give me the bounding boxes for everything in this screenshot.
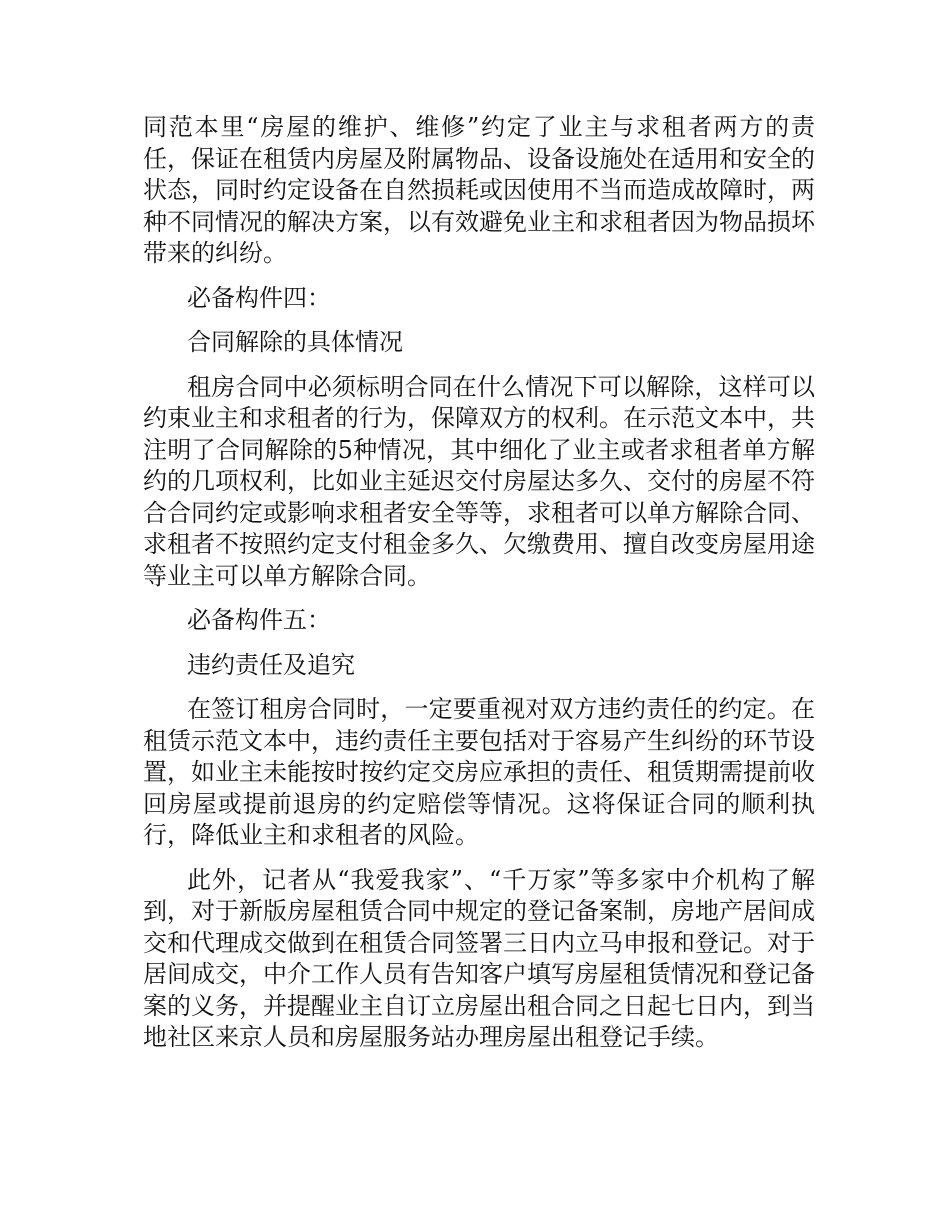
heading-component-five: 必备构件五： <box>187 606 331 634</box>
paragraph-maintenance-responsibility: 同范本里“房屋的维护、维修”约定了业主与求租者两方的责任，保证在租赁内房屋及附属物品、设备设施处在适用和安全的状态，同时约定设备在自然损耗或因使用不当而造成故障时，两种不同情况的解决方案，以有效避免业主和求租者因为物品损坏带来的纠纷。 <box>143 113 815 267</box>
heading-breach-liability: 违约责任及追究 <box>187 650 355 679</box>
heading-contract-termination: 合同解除的具体情况 <box>187 328 403 356</box>
document-body <box>143 112 815 1067</box>
paragraph-breach-liability: 在签订租房合同时，一定要重视对双方违约责任的约定。在租赁示范文本中，违约责任主要包括对于容易产生纠纷的环节设置，如业主未能按时按约定交房应承担的责任、租赁期需提前收回房屋或提前退房的约定赔偿等情况。这将保证合同的顺利执行，降低业主和求租者的风险。 <box>143 695 815 849</box>
paragraph-contract-termination: 租房合同中必须标明合同在什么情况下可以解除，这样可以约束业主和求租者的行为，保障双方的权利。在示范文本中，共注明了合同解除的5种情况，其中细化了业主或者求租者单方解约的几项权利，比如业主延迟交付房屋达多久、交付的房屋不符合合同约定或影响求租者安全等等，求租者可以单方解除合同、求租者不按照约定支付租金多久、欠缴费用、擅自改变房屋用途等业主可以单方解除合同。 <box>143 372 815 590</box>
heading-component-four: 必备构件四： <box>187 283 331 312</box>
paragraph-registration-filing: 此外，记者从“我爱我家”、“千万家”等多家中介机构了解到，对于新版房屋租赁合同中规定的登记备案制，房地产居间成交和代理成交做到在租赁合同签署三日内立马申报和登记。对于居间成交，中介工作人员有告知客户填写房屋租赁情况和登记备案的义务，并提醒业主自订立房屋出租合同之日起七日内，到当地社区来京人员和房屋服务站办理房屋出租登记手续。 <box>143 865 815 1051</box>
